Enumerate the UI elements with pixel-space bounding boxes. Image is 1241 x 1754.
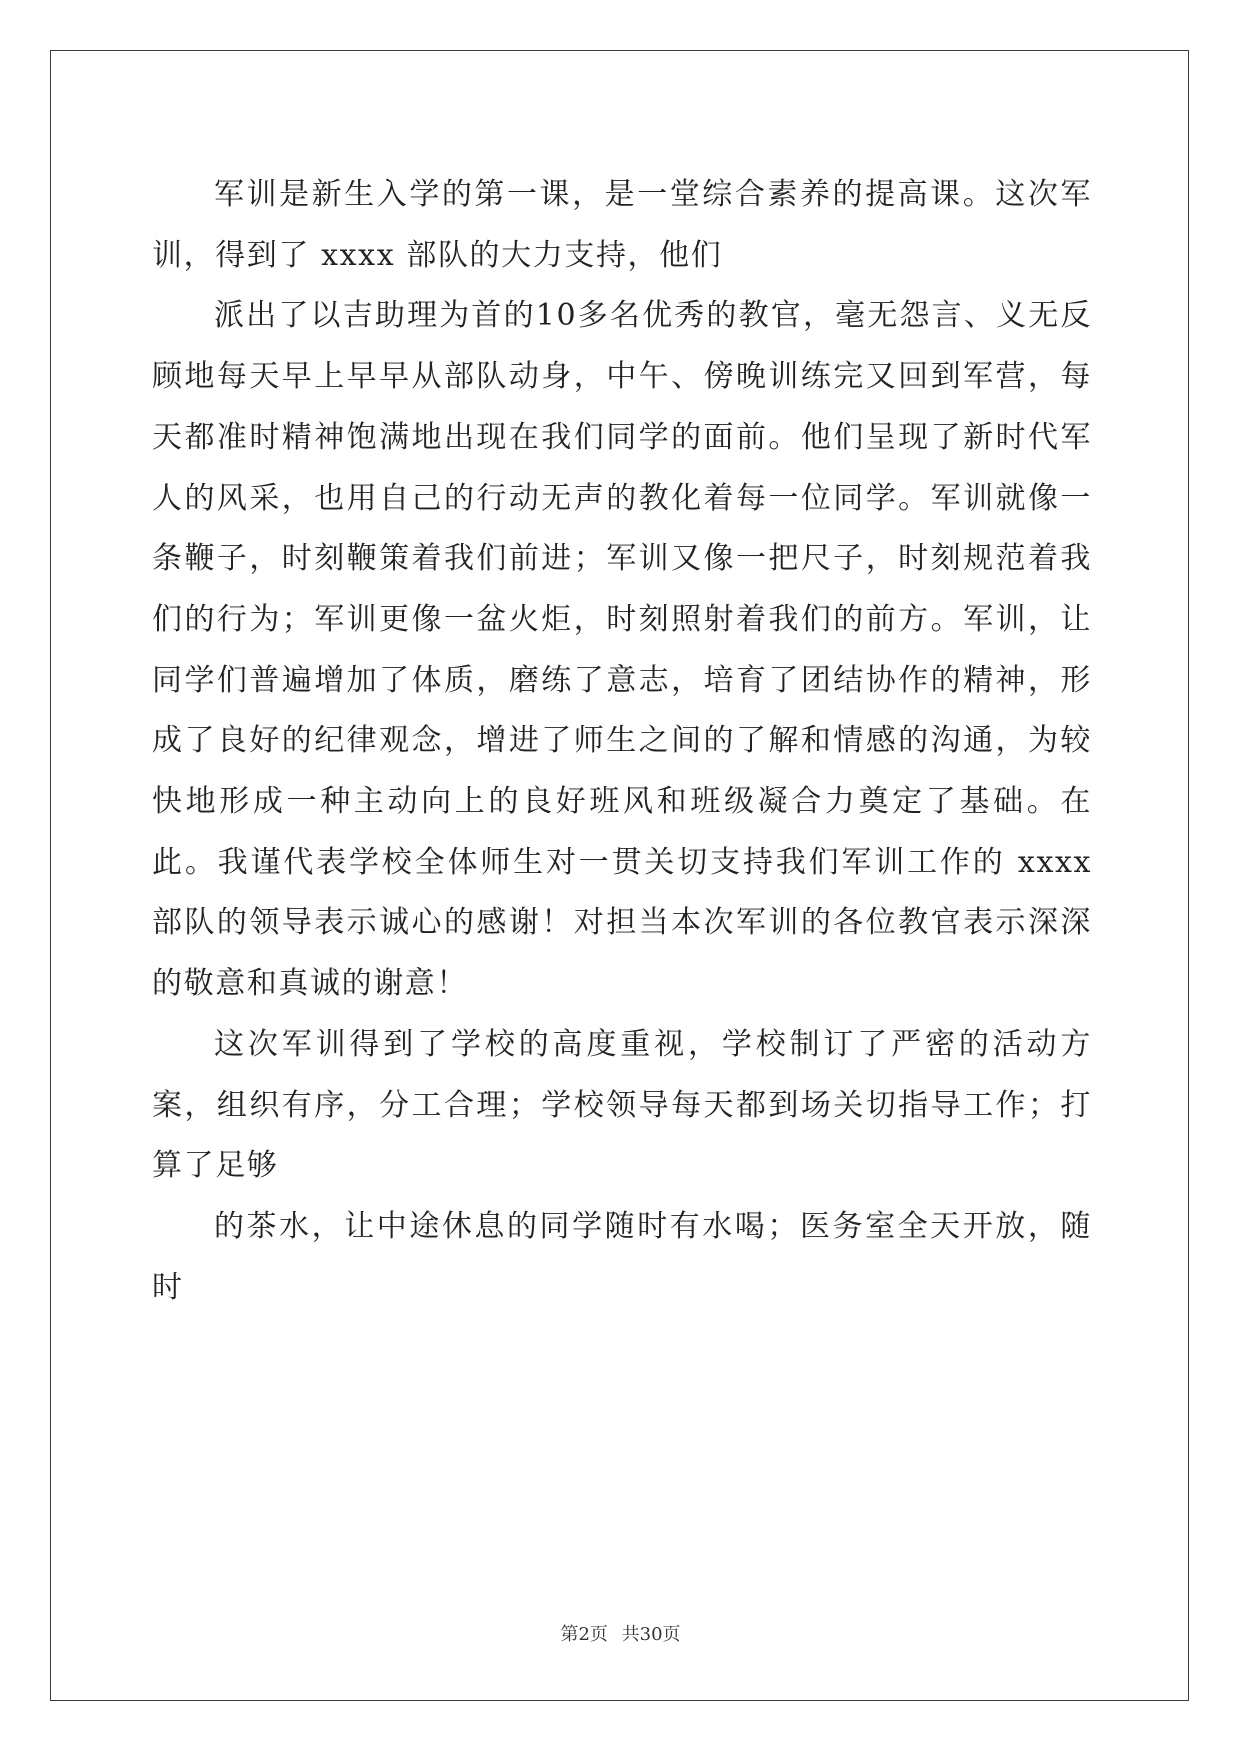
paragraph-3: 这次军训得到了学校的高度重视，学校制订了严密的活动方案，组织有序，分工合理；学校领导每天都到场关切指导工作；打算了足够 xyxy=(152,1026,1092,1184)
paragraph-4: 的茶水，让中途休息的同学随时有水喝；医务室全天开放，随时 xyxy=(152,1208,1092,1305)
document-body xyxy=(152,165,1092,1318)
total-pages: 共30页 xyxy=(621,1624,681,1645)
paragraph-1: 军训是新生入学的第一课，是一堂综合素养的提高课。这次军训，得到了 xxxx 部队的大力支持，他们 xyxy=(152,177,1092,273)
paragraph-2: 派出了以吉助理为首的10多名优秀的教官，毫无怨言、义无反顾地每天早上早早从部队动身，中午、傍晚训练完又回到军营，每天都准时精神饱满地出现在我们同学的面前。他们呈现了新时代军人的风采，也用自己的行动无声的教化着每一位同学。军训就像一条鞭子，时刻鞭策着我们前进；军训又像一把尺子，时刻规范着我们的行为；军训更像一盆火炬，时刻照射着我们的前方。军训，让同学们普遍增加了体质，磨练了意志，培育了团结协作的精神，形成了良好的纪律观念，增进了师生之间的了解和情感的沟通，为较快地形成一种主动向上的良好班风和班级凝合力奠定了基础。在此。我谨代表学校全体师生对一贯关切支持我们军训工作的 xxxx 部队的领导表示诚心的感谢！对担当本次军训的各位教官表示深深的敬意和真诚的谢意！ xyxy=(152,298,1092,1002)
current-page-number: 第2页 xyxy=(560,1624,608,1645)
page-footer xyxy=(0,1620,1241,1646)
